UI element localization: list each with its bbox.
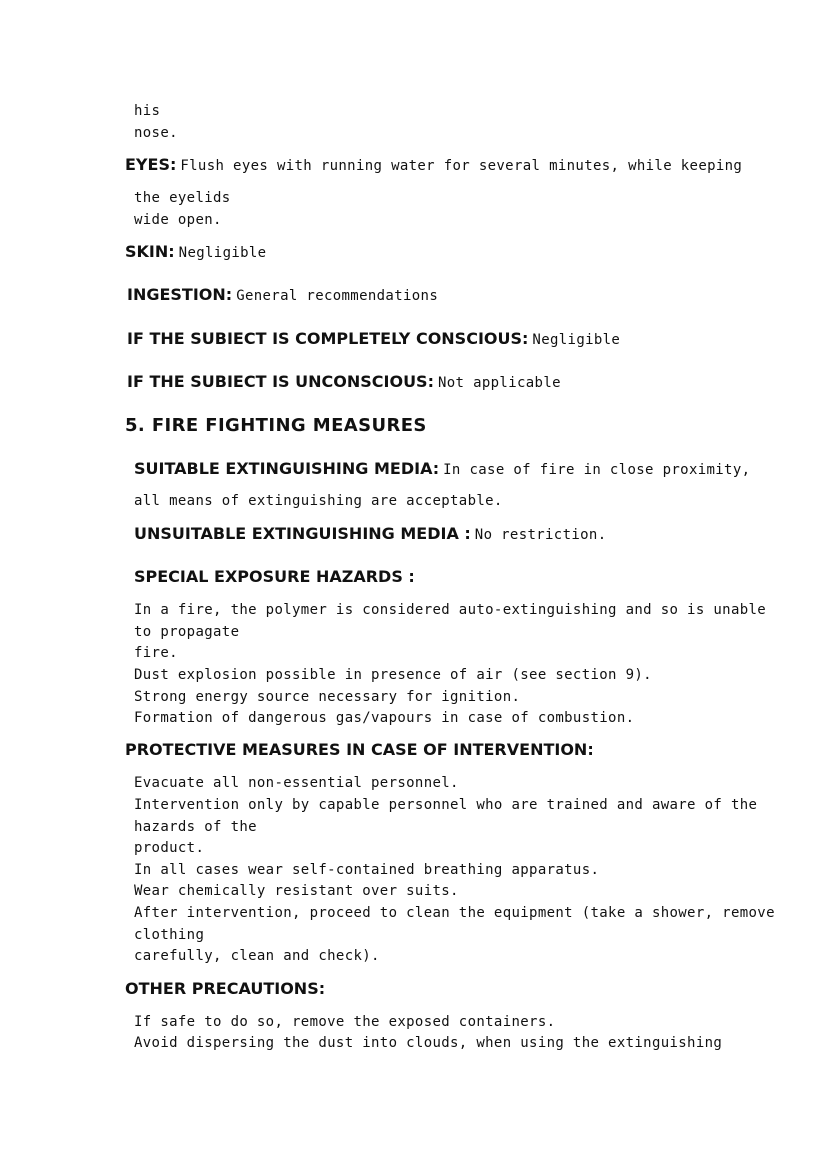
- protective-measures-line: After intervention, proceed to clean the equipment (take a shower, remove: [134, 905, 775, 921]
- protective-measures-line: Evacuate all non-essential personnel.: [134, 775, 459, 791]
- conscious-text: Negligible: [532, 332, 621, 348]
- eyes-continuation-line: wide open.: [134, 212, 222, 228]
- special-hazards-line: In a fire, the polymer is considered auto-extinguishing and so is unable: [134, 602, 767, 618]
- unconscious-label: IF THE SUBIECT IS UNCONSCIOUS:: [127, 372, 434, 391]
- eyes-label: EYES:: [125, 155, 177, 174]
- suitable-media-label: SUITABLE EXTINGUISHING MEDIA:: [134, 459, 440, 478]
- ingestion-label: INGESTION:: [127, 285, 233, 304]
- unconscious-text: Not applicable: [437, 375, 561, 391]
- protective-measures-line: clothing: [134, 927, 205, 943]
- special-hazards-line: Dust explosion possible in presence of air (see section 9).: [134, 667, 652, 683]
- skin-label: SKIN:: [125, 242, 175, 261]
- unsuitable-media-label: UNSUITABLE EXTINGUISHING MEDIA :: [134, 524, 471, 543]
- skin-entry: [125, 243, 266, 262]
- other-precautions-heading: OTHER PRECAUTIONS:: [125, 979, 326, 998]
- unsuitable-media-text: No restriction.: [474, 527, 607, 543]
- ingestion-entry: [127, 286, 438, 305]
- conscious-label: IF THE SUBIECT IS COMPLETELY CONSCIOUS:: [127, 329, 529, 348]
- special-hazards-line: fire.: [134, 645, 178, 661]
- conscious-entry: [127, 330, 620, 349]
- other-precautions-line: Avoid dispersing the dust into clouds, when using the extinguishing: [134, 1035, 723, 1051]
- unconscious-entry: [127, 373, 561, 392]
- other-precautions-line: If safe to do so, remove the exposed containers.: [134, 1014, 556, 1030]
- section-heading: 5. FIRE FIGHTING MEASURES: [125, 415, 427, 436]
- special-hazards-line: to propagate: [134, 624, 240, 640]
- protective-measures-line: Intervention only by capable personnel who are trained and aware of the: [134, 797, 758, 813]
- protective-measures-line: In all cases wear self-contained breathing apparatus.: [134, 862, 600, 878]
- special-hazards-line: Formation of dangerous gas/vapours in case of combustion.: [134, 710, 635, 726]
- suitable-media-text: In case of fire in close proximity,: [443, 462, 751, 478]
- unsuitable-media-entry: [134, 525, 606, 544]
- protective-measures-line: product.: [134, 840, 205, 856]
- eyes-entry: [125, 156, 742, 175]
- inhalation-continuation-line: his: [134, 103, 161, 119]
- protective-measures-line: Wear chemically resistant over suits.: [134, 883, 459, 899]
- eyes-continuation-line: the eyelids: [134, 190, 231, 206]
- ingestion-text: General recommendations: [236, 288, 439, 304]
- eyes-text: Flush eyes with running water for several minutes, while keeping: [180, 158, 743, 174]
- special-hazards-line: Strong energy source necessary for ignition.: [134, 689, 521, 705]
- special-hazards-heading: SPECIAL EXPOSURE HAZARDS :: [134, 567, 415, 586]
- suitable-media-entry: [134, 460, 750, 479]
- protective-measures-heading: PROTECTIVE MEASURES IN CASE OF INTERVENTION:: [125, 740, 594, 759]
- inhalation-continuation-line: nose.: [134, 125, 178, 141]
- protective-measures-line: carefully, clean and check).: [134, 948, 380, 964]
- protective-measures-line: hazards of the: [134, 819, 257, 835]
- skin-text: Negligible: [178, 245, 267, 261]
- suitable-media-continuation: all means of extinguishing are acceptable.: [134, 493, 503, 509]
